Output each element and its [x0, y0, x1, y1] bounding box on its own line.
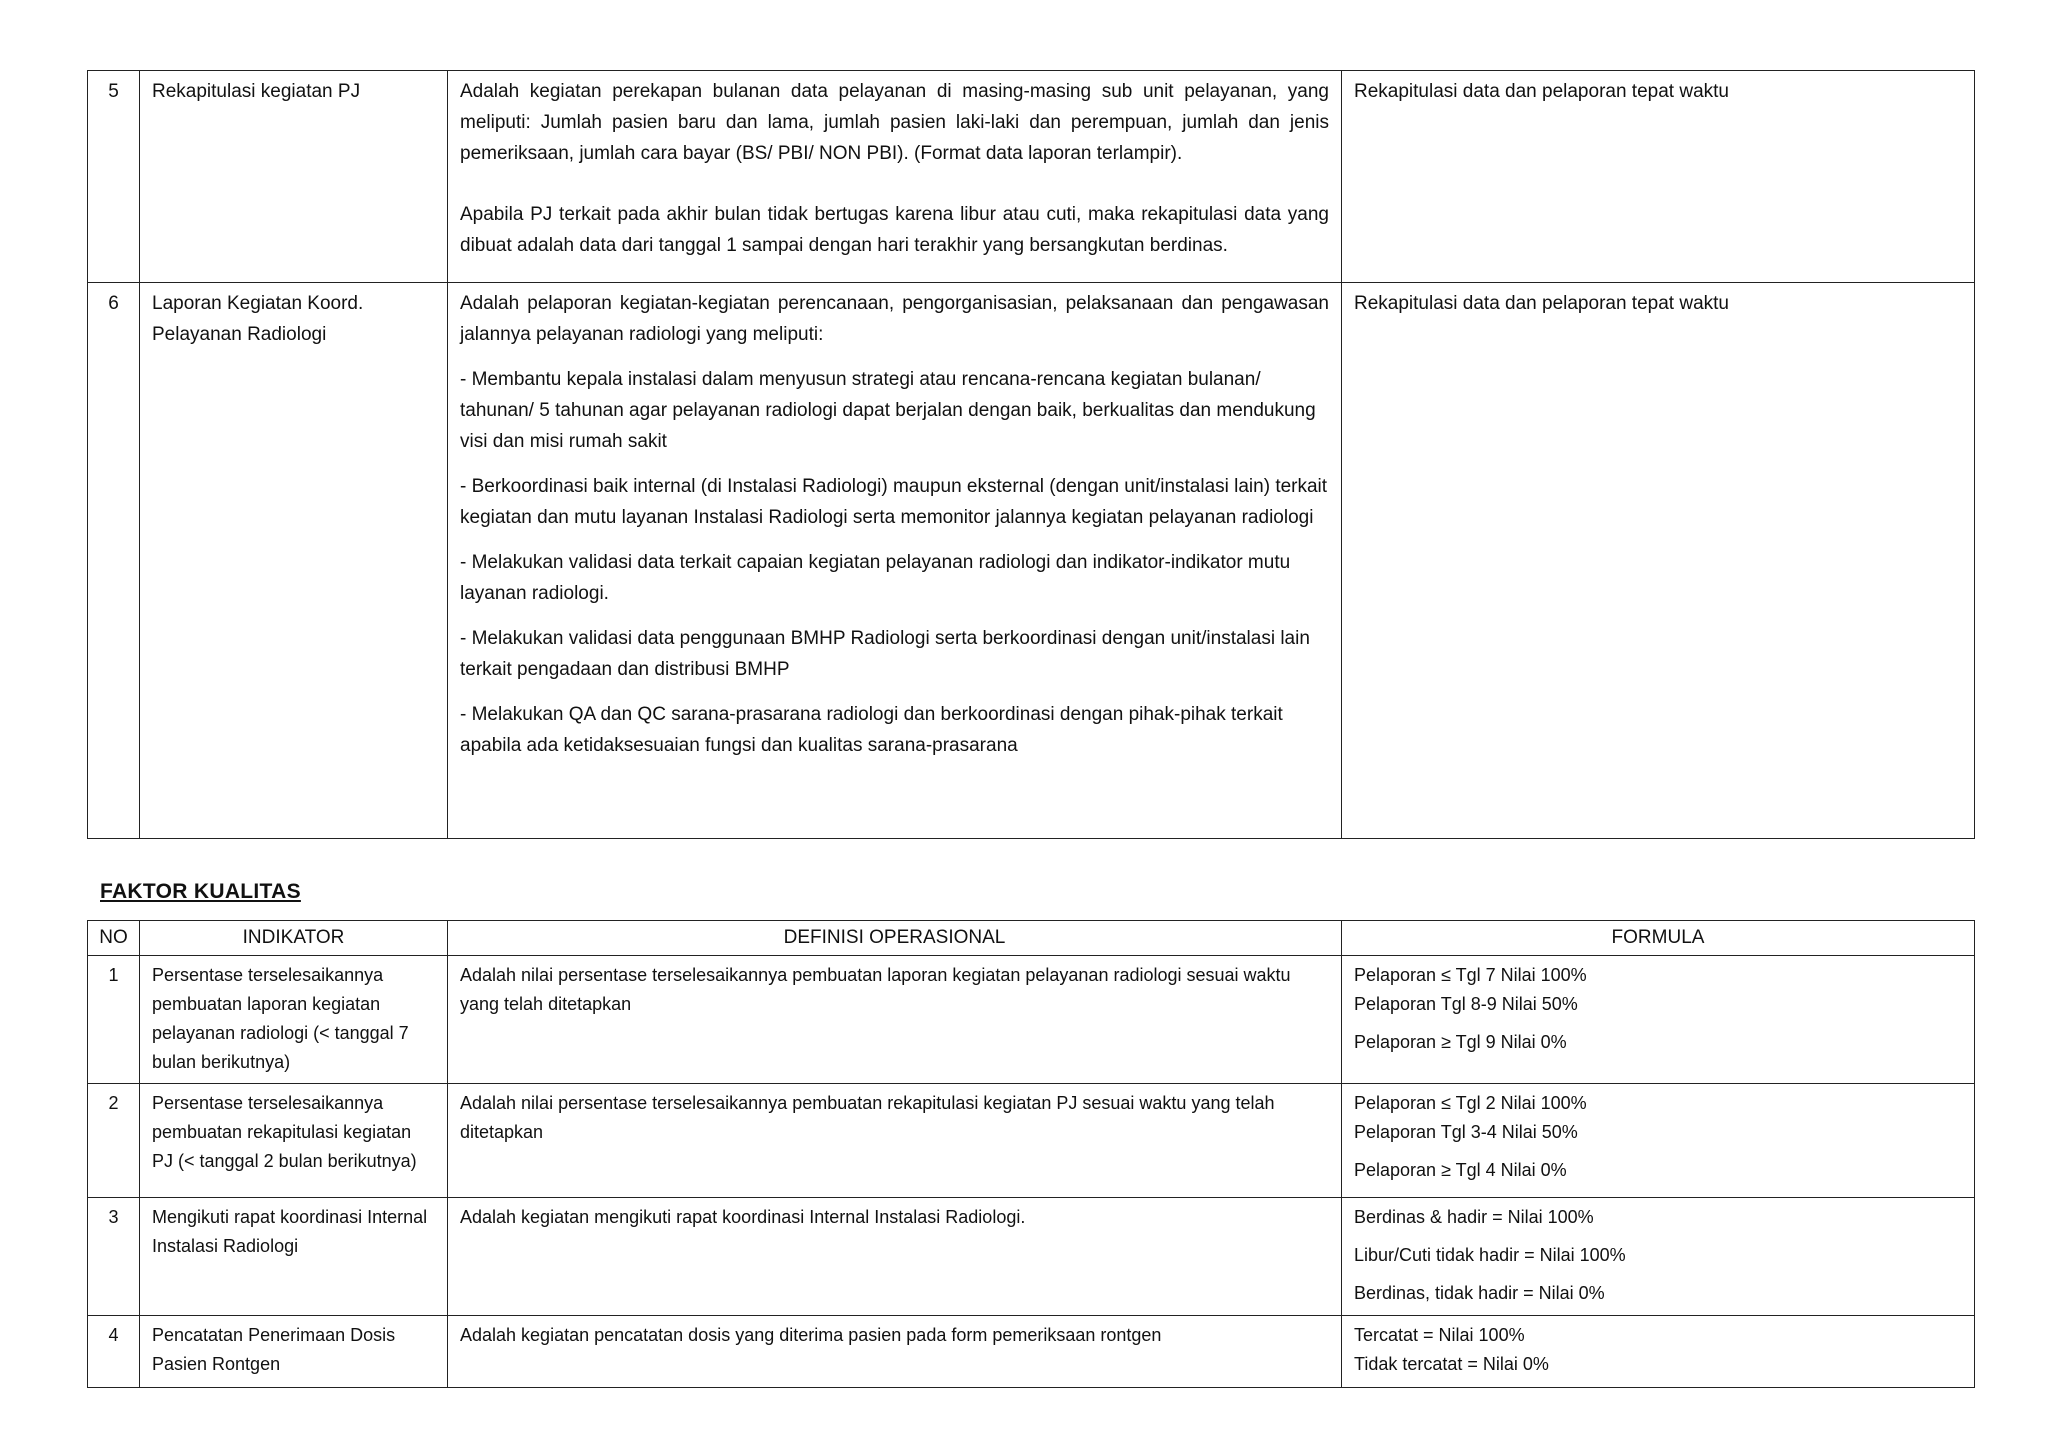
job-indicators-table — [87, 70, 1975, 839]
quality-factor-table — [87, 920, 1975, 1388]
row-number: 1 — [88, 956, 140, 1084]
formula-cell — [1342, 1316, 1975, 1388]
row-number: 5 — [88, 71, 140, 283]
row-number: 2 — [88, 1084, 140, 1198]
formula-line: Pelaporan ≥ Tgl 9 Nilai 0% — [1354, 1032, 1567, 1052]
column-header-formula: FORMULA — [1342, 921, 1975, 956]
definition-bullet: - Melakukan validasi data terkait capaian kegiatan pelayanan radiologi dan indikator-indikator mutu layanan radiologi. — [460, 552, 1291, 604]
definition-bullet: - Melakukan validasi data penggunaan BMHP Radiologi serta berkoordinasi dengan unit/instalasi lain terkait pengadaan dan distribusi BMHP — [460, 628, 1310, 680]
formula-line: Pelaporan Tgl 8-9 Nilai 50% — [1354, 994, 1578, 1014]
formula-line: Pelaporan ≤ Tgl 7 Nilai 100% — [1354, 965, 1587, 985]
definition-bullet: - Melakukan QA dan QC sarana-prasarana radiologi dan berkoordinasi dengan pihak-pihak terkait apabila ada ketidaksesuaian fungsi dan kualitas sarana-prasarana — [460, 704, 1283, 756]
formula-cell: Rekapitulasi data dan pelaporan tepat waktu — [1342, 71, 1975, 283]
table-row — [88, 956, 1975, 1084]
table-header-row — [88, 921, 1975, 956]
definition-cell — [448, 283, 1342, 839]
definition-bullet: - Membantu kepala instalasi dalam menyusun strategi atau rencana-rencana kegiatan bulanan/ tahunan/ 5 tahunan agar pelayanan radiologi dapat berjalan dengan baik, berkualitas dan mendukung visi dan misi rumah sakit — [460, 369, 1316, 452]
formula-cell: Rekapitulasi data dan pelaporan tepat waktu — [1342, 283, 1975, 839]
table-row — [88, 71, 1975, 283]
definition-cell: Adalah nilai persentase terselesaikannya pembuatan laporan kegiatan pelayanan radiologi sesuai waktu yang telah ditetapkan — [448, 956, 1342, 1084]
indicator-cell: Pencatatan Penerimaan Dosis Pasien Rontgen — [140, 1316, 448, 1388]
definition-paragraph: Adalah pelaporan kegiatan-kegiatan perencanaan, pengorganisasian, pelaksanaan dan pengawasan jalannya pelayanan radiologi yang meliputi: — [460, 293, 1329, 345]
row-number: 6 — [88, 283, 140, 839]
definition-cell: Adalah nilai persentase terselesaikannya pembuatan rekapitulasi kegiatan PJ sesuai waktu yang telah ditetapkan — [448, 1084, 1342, 1198]
row-number: 4 — [88, 1316, 140, 1388]
column-header-indicator: INDIKATOR — [140, 921, 448, 956]
formula-cell — [1342, 1198, 1975, 1316]
column-header-definition: DEFINISI OPERASIONAL — [448, 921, 1342, 956]
table-row — [88, 1316, 1975, 1388]
indicator-cell: Mengikuti rapat koordinasi Internal Instalasi Radiologi — [140, 1198, 448, 1316]
definition-bullet: - Berkoordinasi baik internal (di Instalasi Radiologi) maupun eksternal (dengan unit/instalasi lain) terkait kegiatan dan mutu layanan Instalasi Radiologi serta memonitor jalannya kegiatan pelayanan radiologi — [460, 476, 1328, 528]
formula-line: Pelaporan ≤ Tgl 2 Nilai 100% — [1354, 1093, 1587, 1113]
row-number: 3 — [88, 1198, 140, 1316]
formula-line: Libur/Cuti tidak hadir = Nilai 100% — [1354, 1245, 1626, 1265]
indicator-cell: Rekapitulasi kegiatan PJ — [140, 71, 448, 283]
formula-cell — [1342, 956, 1975, 1084]
formula-line: Pelaporan ≥ Tgl 4 Nilai 0% — [1354, 1160, 1567, 1180]
table-row — [88, 283, 1975, 839]
definition-paragraph: Adalah kegiatan perekapan bulanan data pelayanan di masing-masing sub unit pelayanan, yang meliputi: Jumlah pasien baru dan lama, jumlah pasien laki-laki dan perempuan, jumlah dan jenis pemeriksaan, jumlah cara bayar (BS/ PBI/ NON PBI). (Format data laporan terlampir). — [460, 81, 1329, 164]
column-header-no: NO — [88, 921, 140, 956]
formula-line: Berdinas & hadir = Nilai 100% — [1354, 1207, 1594, 1227]
indicator-cell: Laporan Kegiatan Koord. Pelayanan Radiologi — [140, 283, 448, 839]
table-row — [88, 1198, 1975, 1316]
formula-line: Tercatat = Nilai 100% — [1354, 1325, 1525, 1345]
definition-cell: Adalah kegiatan mengikuti rapat koordinasi Internal Instalasi Radiologi. — [448, 1198, 1342, 1316]
formula-cell — [1342, 1084, 1975, 1198]
section-title: FAKTOR KUALITAS — [100, 880, 301, 903]
table-row — [88, 1084, 1975, 1198]
definition-cell: Adalah kegiatan pencatatan dosis yang diterima pasien pada form pemeriksaan rontgen — [448, 1316, 1342, 1388]
indicator-cell: Persentase terselesaikannya pembuatan laporan kegiatan pelayanan radiologi (< tanggal 7 bulan berikutnya) — [140, 956, 448, 1084]
indicator-cell: Persentase terselesaikannya pembuatan rekapitulasi kegiatan PJ (< tanggal 2 bulan berikutnya) — [140, 1084, 448, 1198]
formula-line: Tidak tercatat = Nilai 0% — [1354, 1354, 1549, 1374]
definition-cell — [448, 71, 1342, 283]
formula-line: Pelaporan Tgl 3-4 Nilai 50% — [1354, 1122, 1578, 1142]
formula-line: Berdinas, tidak hadir = Nilai 0% — [1354, 1283, 1605, 1303]
definition-paragraph: Apabila PJ terkait pada akhir bulan tidak bertugas karena libur atau cuti, maka rekapitulasi data yang dibuat adalah data dari tanggal 1 sampai dengan hari terakhir yang bersangkutan berdinas. — [460, 204, 1329, 256]
